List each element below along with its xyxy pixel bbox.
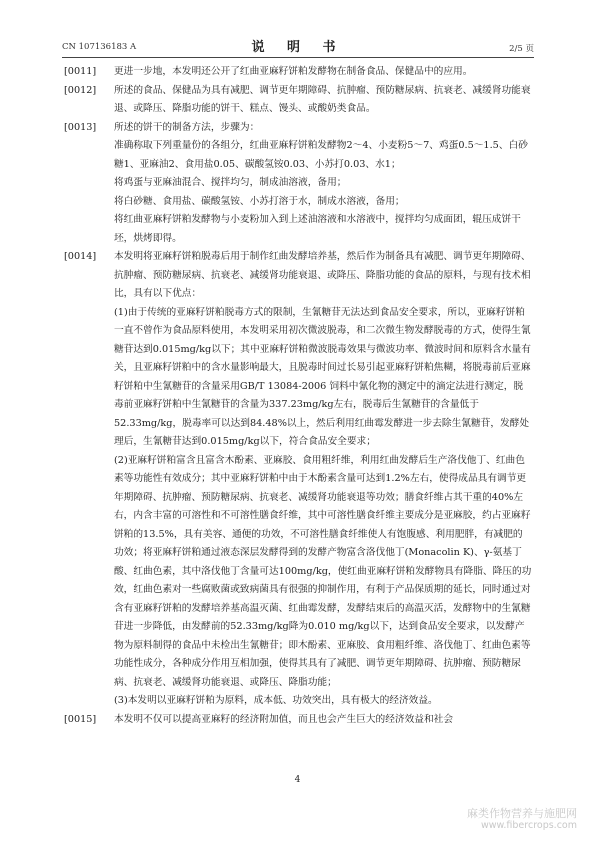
- paragraph-text: 所述的食品、保健品为具有减肥、调节更年期障碍、抗肿瘤、预防糖尿病、抗衰老、减缓肾功能衰退、或降压、降脂功能的饼干、糕点、馒头、或酸奶类食品。: [114, 84, 531, 114]
- paragraph-0011: [64, 63, 532, 82]
- paragraph-text: (1)由于传统的亚麻籽饼粕脱毒方式的限制，生氰糖苷无法达到食品安全要求，所以，亚麻籽饼粕一直不曾作为食品原料使用，本发明采用初次微波脱毒，和二次微生物发酵脱毒的方式，使得生氰糖苷达到0.015mg/kg以下；其中亚麻籽饼粕微波脱毒效果与微波功率、微波时间和原料含水量有关，且亚麻籽饼粕中的含水量影响最大，且脱毒时间过长易引起亚麻籽饼粕焦糊，将脱毒前后亚麻籽饼粕中生氰糖苷的含量采用GB/T 13084-2006 饲料中氰化物的测定中的滴定法进行测定，脱毒前亚麻籽饼粕中生氰糖苷的含量为337.23mg/kg左右，脱毒后生氰糖苷的含量低于52.33mg/kg，脱毒率可以达到84.48%以上，然后利用红曲霉发酵进一步去除生氰糖苷，发酵处理后，生氰糖苷达到0.015mg/kg以下，符合食品安全要求；: [114, 306, 531, 447]
- paragraph-tag: [0015]: [64, 713, 97, 725]
- paragraph-0015: [64, 711, 532, 730]
- paragraph-text: (3)本发明以亚麻籽饼粕为原料，成本低、功效突出，具有极大的经济效益。: [114, 695, 438, 706]
- document-title: 说 明 书: [251, 40, 345, 55]
- paragraph-0012: [64, 82, 532, 119]
- paragraph-text: (2)亚麻籽饼粕富含且富含木酚素、亚麻胶、食用粗纤维，利用红曲发酵后生产洛伐他丁、红曲色素等功能性有效成分；其中亚麻籽饼粕中由于木酚素含量可达到1.2%左右，使得成品具有调节更年期障碍、抗肿瘤、预防糖尿病、抗衰老、减缓肾功能衰退等功效；膳食纤维占其干重的40%左右，内含丰富的可溶性和不可溶性膳食纤维，其中可溶性膳食纤维主要成分是亚麻胶，约占亚麻籽饼粕的13.5%，具有美容、通便的功效，不可溶性膳食纤维使人有饱腹感、利用肥胖，有减肥的功效；将亚麻籽饼粕通过液态深层发酵得到的发酵产物富含洛伐他丁(Monacolin K)、γ-氨基丁酸、红曲色素，其中洛伐他丁含量可达100mg/kg，使红曲亚麻籽饼粕发酵物具有降脂、降压的功效，红曲色素对一些腐败菌或致病菌具有很强的抑制作用，有利于产品保质期的延长，同时通过对含有亚麻籽饼粕的发酵培养基高温灭菌、红曲霉发酵，发酵结束后的高温灭活，发酵物中的生氰糖苷进一步降低，由发酵前的52.33mg/kg降为0.010 mg/kg以下，达到食品安全要求，以发酵产物为原料制得的食品中未检出生氰糖苷；即木酚素、亚麻胶、食用粗纤维、洛伐他丁、红曲色素等功能性成分，各种成分作用互相加强，使得其具有了减肥、调节更年期障碍、抗肿瘤、预防糖尿病、抗衰老、减缓肾功能衰退、或降压、降脂功能；: [114, 454, 532, 688]
- recipe-step: [64, 211, 532, 248]
- patent-number: CN 107136183 A: [62, 42, 137, 52]
- paragraph-0014: [64, 248, 532, 304]
- page-indicator: 2/5 页: [509, 44, 534, 54]
- document-body: [64, 63, 532, 729]
- recipe-step: [64, 174, 532, 193]
- watermark-url: www.fibercrops.com: [480, 820, 577, 831]
- paragraph-tag: [0014]: [64, 251, 97, 262]
- paragraph-text: 本发明将亚麻籽饼粕脱毒后用于制作红曲发酵培养基，然后作为制备具有减肥、调节更年期障碍、抗肿瘤、预防糖尿病、抗衰老、减缓肾功能衰退、或降压、降脂功能的食品的原料，与现有技术相比，具有以下优点：: [114, 251, 531, 299]
- paragraph-text: 更进一步地，本发明还公开了红曲亚麻籽饼粕发酵物在制备食品、保健品中的应用。: [114, 66, 473, 77]
- advantage-item-2: [64, 452, 532, 693]
- paragraph-text: 本发明不仅可以提高亚麻籽的经济附加值，而且也会产生巨大的经济效益和社会: [114, 713, 454, 725]
- paragraph-text: 将鸡蛋与亚麻油混合、搅拌均匀，制成油溶液，备用；: [114, 177, 347, 188]
- paragraph-text: 将白砂糖、食用盐、碳酸氢铵、小苏打溶于水，制成水溶液，备用；: [114, 195, 405, 207]
- recipe-step: [64, 193, 532, 212]
- advantage-item-1: [64, 304, 532, 452]
- advantage-item-3: [64, 692, 532, 711]
- paragraph-tag: [0012]: [64, 84, 97, 96]
- watermark-site-name: 麻类作物营养与施肥网: [467, 807, 577, 820]
- recipe-step: [64, 137, 532, 174]
- paragraph-tag: [0011]: [64, 66, 97, 77]
- paragraph-0013: [64, 119, 532, 138]
- paragraph-tag: [0013]: [64, 121, 97, 133]
- page-number: 4: [294, 775, 301, 785]
- header-rule: [62, 57, 534, 58]
- page-header: [62, 36, 534, 56]
- paragraph-text: 所述的饼干的制备方法，步骤为：: [114, 121, 260, 133]
- paragraph-text: 准确称取下列重量份的各组分，红曲亚麻籽饼粕发酵物2～4、小麦粉5～7、鸡蛋0.5～1.5、白砂糖1、亚麻油2、食用盐0.05、碳酸氢铵0.03、小苏打0.03、水1；: [114, 140, 528, 170]
- paragraph-text: 将红曲亚麻籽饼粕发酵物与小麦粉加入到上述油溶液和水溶液中，搅拌均匀成面团，辊压成饼干坯，烘烤即得。: [114, 214, 521, 244]
- site-watermark: [467, 808, 577, 832]
